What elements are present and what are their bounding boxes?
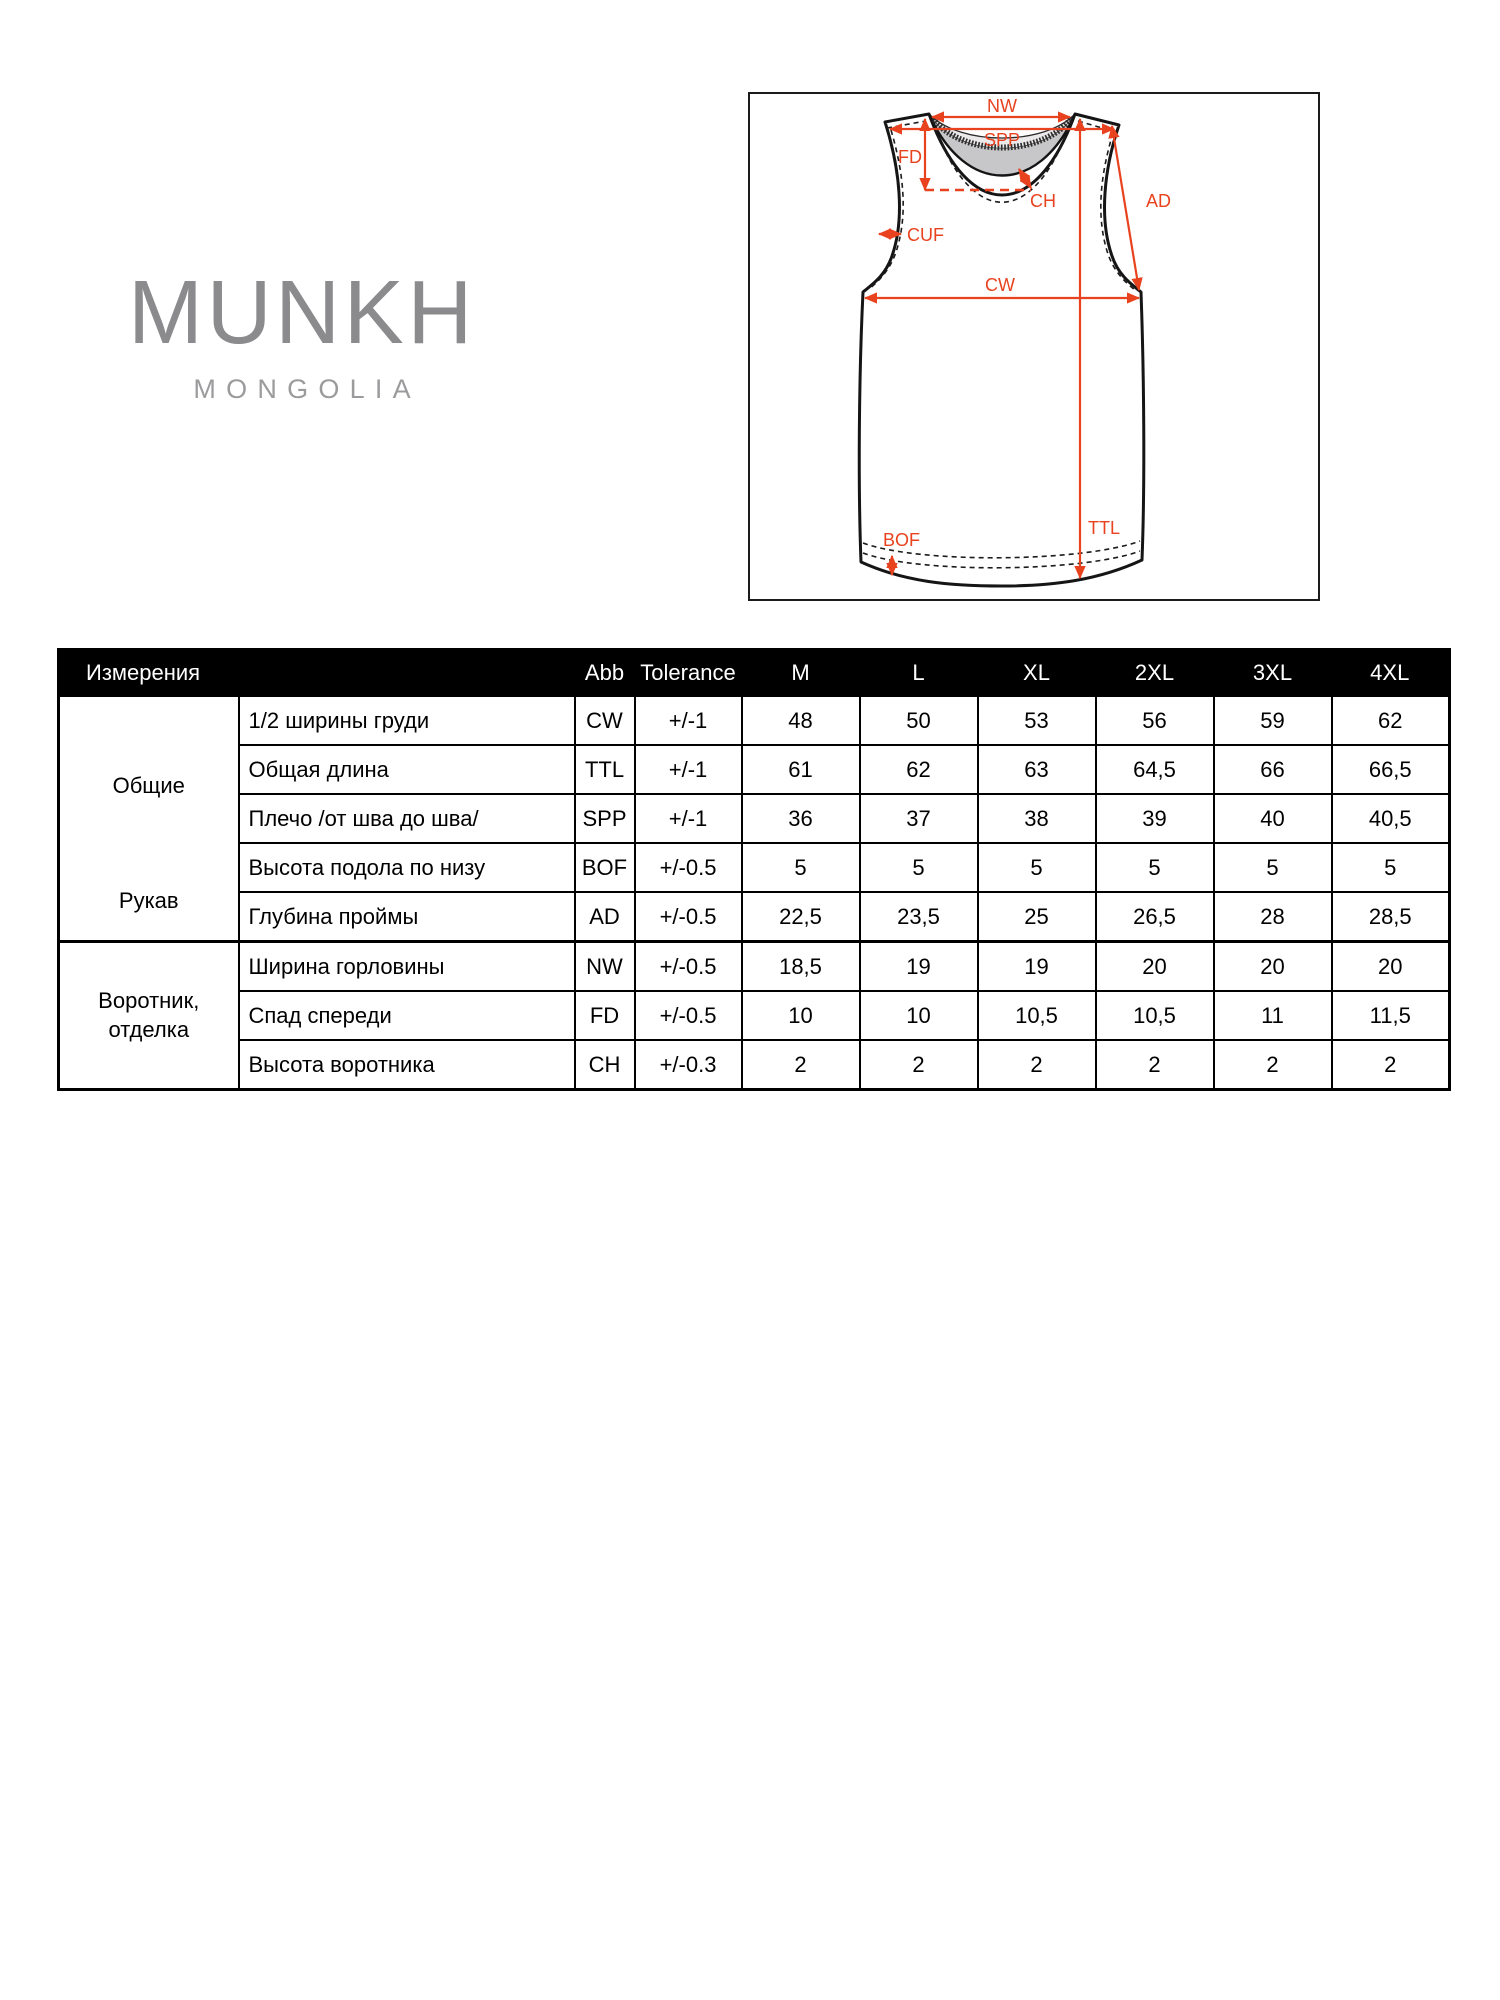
brand-logo (98, 263, 506, 405)
size-value: 11 (1214, 991, 1332, 1040)
size-value: 64,5 (1096, 745, 1214, 794)
ad-label: AD (1146, 191, 1172, 211)
measure-name: Высота воротника (239, 1040, 575, 1090)
size-value: 5 (860, 843, 978, 892)
measure-abb: CH (575, 1040, 635, 1090)
table-row (59, 892, 1450, 942)
header-size-m: M (742, 650, 860, 697)
size-value: 5 (978, 843, 1096, 892)
garment-diagram (748, 92, 1320, 601)
header-size-xl: XL (978, 650, 1096, 697)
size-value: 19 (978, 942, 1096, 992)
size-value: 59 (1214, 696, 1332, 745)
size-value: 10,5 (1096, 991, 1214, 1040)
table-row (59, 696, 1450, 745)
size-value: 2 (978, 1040, 1096, 1090)
size-value: 10,5 (978, 991, 1096, 1040)
size-value: 61 (742, 745, 860, 794)
table-row (59, 942, 1450, 992)
size-value: 5 (1332, 843, 1450, 892)
size-value: 28,5 (1332, 892, 1450, 942)
size-value: 66,5 (1332, 745, 1450, 794)
size-value: 25 (978, 892, 1096, 942)
table-row (59, 1040, 1450, 1090)
group-label-collar-line2: отделка (108, 1016, 190, 1042)
measure-name: Высота подола по низу (239, 843, 575, 892)
measure-tolerance: +/-0.5 (635, 942, 742, 992)
size-value: 2 (860, 1040, 978, 1090)
cuf-label: CUF (907, 225, 944, 245)
measure-abb: TTL (575, 745, 635, 794)
table-header-row (59, 650, 1450, 697)
measure-name: Ширина горловины (239, 942, 575, 992)
cw-label: CW (985, 275, 1015, 295)
size-value: 38 (978, 794, 1096, 843)
size-value: 39 (1096, 794, 1214, 843)
size-value: 28 (1214, 892, 1332, 942)
brand-subtitle: MONGOLIA (193, 374, 421, 404)
size-value: 2 (742, 1040, 860, 1090)
size-value: 40 (1214, 794, 1332, 843)
fd-label: FD (898, 147, 922, 167)
table-row (59, 843, 1450, 892)
size-value: 5 (1096, 843, 1214, 892)
size-value: 2 (1214, 1040, 1332, 1090)
size-value: 23,5 (860, 892, 978, 942)
measure-tolerance: +/-0.5 (635, 892, 742, 942)
header-size-4xl: 4XL (1332, 650, 1450, 697)
header-size-l: L (860, 650, 978, 697)
brand-name: MUNKH (128, 263, 476, 363)
header-measurements: Измерения (59, 650, 575, 697)
group-label-general: Общие (112, 773, 185, 799)
size-value: 40,5 (1332, 794, 1450, 843)
size-value: 20 (1332, 942, 1450, 992)
size-value: 5 (1214, 843, 1332, 892)
size-value: 19 (860, 942, 978, 992)
size-value: 36 (742, 794, 860, 843)
measure-name: Плечо /от шва до шва/ (239, 794, 575, 843)
measure-abb: AD (575, 892, 635, 942)
header-tolerance: Tolerance (635, 650, 742, 697)
measure-tolerance: +/-0.5 (635, 991, 742, 1040)
measure-abb: SPP (575, 794, 635, 843)
size-value: 50 (860, 696, 978, 745)
measure-abb: NW (575, 942, 635, 992)
header-size-2xl: 2XL (1096, 650, 1214, 697)
measure-tolerance: +/-0.5 (635, 843, 742, 892)
size-table (57, 648, 1451, 1091)
size-value: 63 (978, 745, 1096, 794)
size-value: 10 (742, 991, 860, 1040)
measure-name: Спад спереди (239, 991, 575, 1040)
size-value: 11,5 (1332, 991, 1450, 1040)
size-value: 22,5 (742, 892, 860, 942)
tank-top-drawing (750, 94, 1318, 599)
size-value: 20 (1214, 942, 1332, 992)
measure-abb: FD (575, 991, 635, 1040)
size-value: 53 (978, 696, 1096, 745)
size-value: 48 (742, 696, 860, 745)
size-value: 2 (1096, 1040, 1214, 1090)
table-row (59, 991, 1450, 1040)
measure-tolerance: +/-1 (635, 745, 742, 794)
size-value: 66 (1214, 745, 1332, 794)
ttl-label: TTL (1088, 518, 1121, 538)
group-label-collar-line1: Воротник, (98, 987, 200, 1013)
group-cell-general-sleeve (59, 696, 239, 942)
header-abb: Abb (575, 650, 635, 697)
table-row (59, 794, 1450, 843)
ch-label: CH (1030, 191, 1056, 211)
measure-abb: CW (575, 696, 635, 745)
measure-tolerance: +/-0.3 (635, 1040, 742, 1090)
size-value: 62 (1332, 696, 1450, 745)
spp-label: SPP (983, 130, 1021, 150)
table-row (59, 745, 1450, 794)
size-value: 5 (742, 843, 860, 892)
measure-name: Общая длина (239, 745, 575, 794)
group-label-sleeve: Рукав (118, 887, 179, 913)
measure-abb: BOF (575, 843, 635, 892)
size-value: 20 (1096, 942, 1214, 992)
measure-name: Глубина проймы (239, 892, 575, 942)
nw-label: NW (987, 96, 1017, 116)
measure-tolerance: +/-1 (635, 794, 742, 843)
size-value: 37 (860, 794, 978, 843)
size-value: 62 (860, 745, 978, 794)
group-cell-collar (59, 942, 239, 1090)
size-value: 56 (1096, 696, 1214, 745)
size-value: 2 (1332, 1040, 1450, 1090)
header-size-3xl: 3XL (1214, 650, 1332, 697)
measure-name: 1/2 ширины груди (239, 696, 575, 745)
measure-tolerance: +/-1 (635, 696, 742, 745)
size-value: 10 (860, 991, 978, 1040)
size-value: 26,5 (1096, 892, 1214, 942)
size-value: 18,5 (742, 942, 860, 992)
bof-label: BOF (883, 530, 921, 550)
